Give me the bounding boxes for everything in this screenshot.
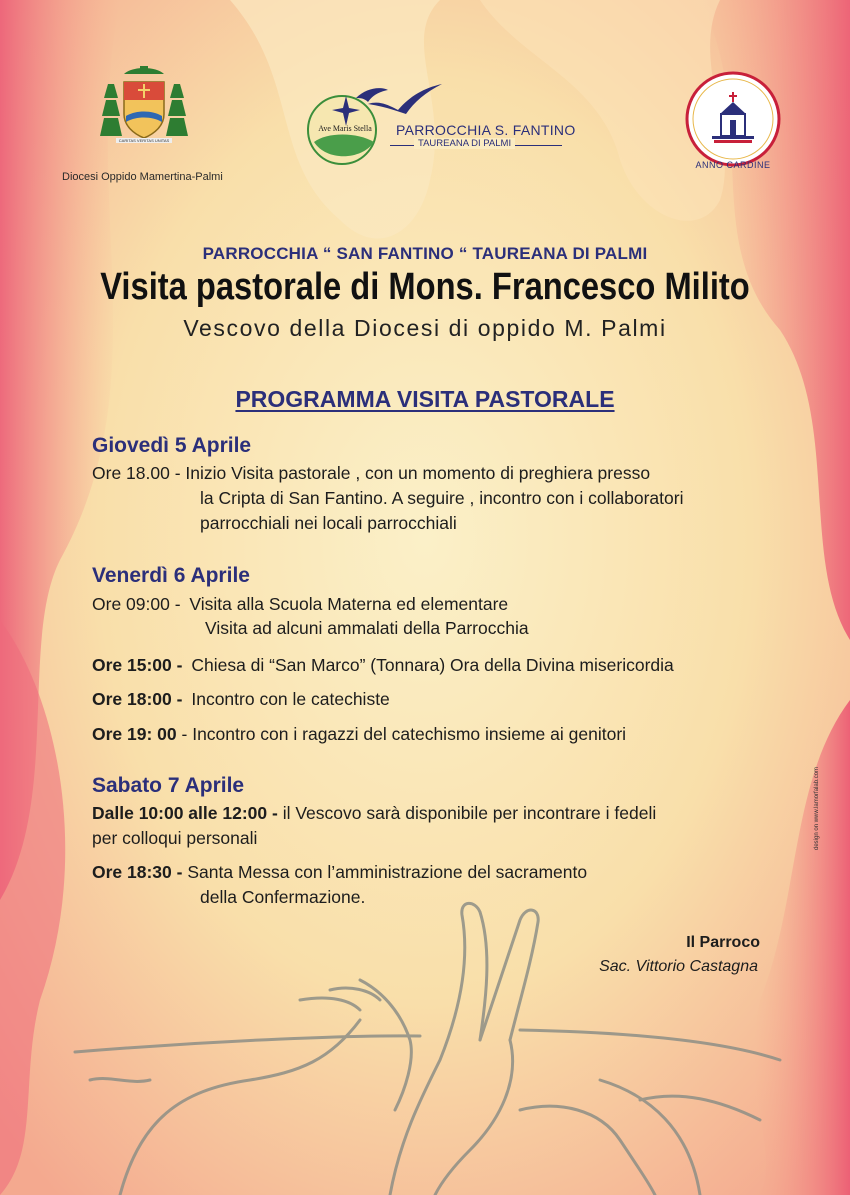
day-heading-friday: Venerdì 6 Aprile <box>92 564 250 587</box>
schedule-text: la Cripta di San Fantino. A seguire , incontro con i collaboratori <box>200 488 684 508</box>
parish-logo <box>302 82 576 172</box>
church-icon <box>684 70 782 168</box>
schedule-time: Ore 18:00 - <box>92 689 183 709</box>
schedule-item <box>92 655 674 676</box>
parish-sub: TAUREANA DI PALMI <box>414 138 515 149</box>
parish-name: PARROCCHIA S. FANTINO <box>396 122 576 138</box>
parish-motto: Ave Maris Stella <box>318 124 372 133</box>
schedule-text: - Incontro con i ragazzi del catechismo insieme ai genitori <box>181 724 627 744</box>
page-title: Visita pastorale di Mons. Francesco Milito <box>100 266 750 308</box>
schedule-time: Ore 09:00 - <box>92 594 181 614</box>
schedule-item <box>92 724 626 745</box>
schedule-time: Dalle 10:00 alle 12:00 - <box>92 803 278 823</box>
schedule-text: Visita ad alcuni ammalati della Parrocchia <box>205 618 529 638</box>
schedule-time: Ore 18:30 - <box>92 862 183 882</box>
anno-cardine-badge <box>684 70 782 182</box>
schedule-text: Chiesa di “San Marco” (Tonnara) Ora della Divina misericordia <box>191 655 674 675</box>
schedule-text: della Confermazione. <box>200 887 366 907</box>
schedule-text: Santa Messa con l’amministrazione del sacramento <box>187 862 588 882</box>
schedule-item <box>92 594 508 615</box>
parish-header-line: PARROCCHIA “ SAN FANTINO “ TAUREANA DI PALMI <box>202 244 648 263</box>
schedule-text: parrocchiali nei locali parrocchiali <box>200 513 457 533</box>
schedule-text: per colloqui personali <box>92 828 258 848</box>
design-credit <box>812 750 826 860</box>
schedule-item <box>92 862 587 883</box>
diocese-caption: Diocesi Oppido Mamertina-Palmi <box>62 171 223 183</box>
program-title: PROGRAMMA VISITA PASTORALE <box>235 386 615 412</box>
schedule-text: Inizio Visita pastorale , con un momento di preghiera presso <box>185 463 651 483</box>
schedule-item <box>92 803 656 824</box>
seagull-icon <box>364 82 444 116</box>
signature-name: Sac. Vittorio Castagna <box>599 958 758 975</box>
signature-role: Il Parroco <box>686 934 760 951</box>
diocese-motto: CARITAS VERITAS UNITAS <box>116 138 172 143</box>
schedule-time: Ore 15:00 - <box>92 655 183 675</box>
schedule-item <box>92 689 390 710</box>
day-heading-thursday: Giovedì 5 Aprile <box>92 434 252 457</box>
year-badge-label: ANNO CARDINE <box>695 160 771 170</box>
page-subtitle: Vescovo della Diocesi di oppido M. Palmi <box>183 315 667 341</box>
diocese-logo <box>96 64 192 174</box>
schedule-text: Visita alla Scuola Materna ed elementare <box>189 594 509 614</box>
schedule-item <box>92 463 650 484</box>
coat-of-arms-icon <box>96 64 192 144</box>
schedule-text: Incontro con le catechiste <box>191 689 390 709</box>
day-heading-saturday: Sabato 7 Aprile <box>92 774 245 797</box>
schedule-time: Ore 19: 00 <box>92 724 177 744</box>
schedule-time: Ore 18.00 - <box>92 463 181 483</box>
design-credit-text: design on www.lamorfalab.com <box>814 766 820 850</box>
schedule-text: il Vescovo sarà disponibile per incontrare i fedeli <box>282 803 657 823</box>
